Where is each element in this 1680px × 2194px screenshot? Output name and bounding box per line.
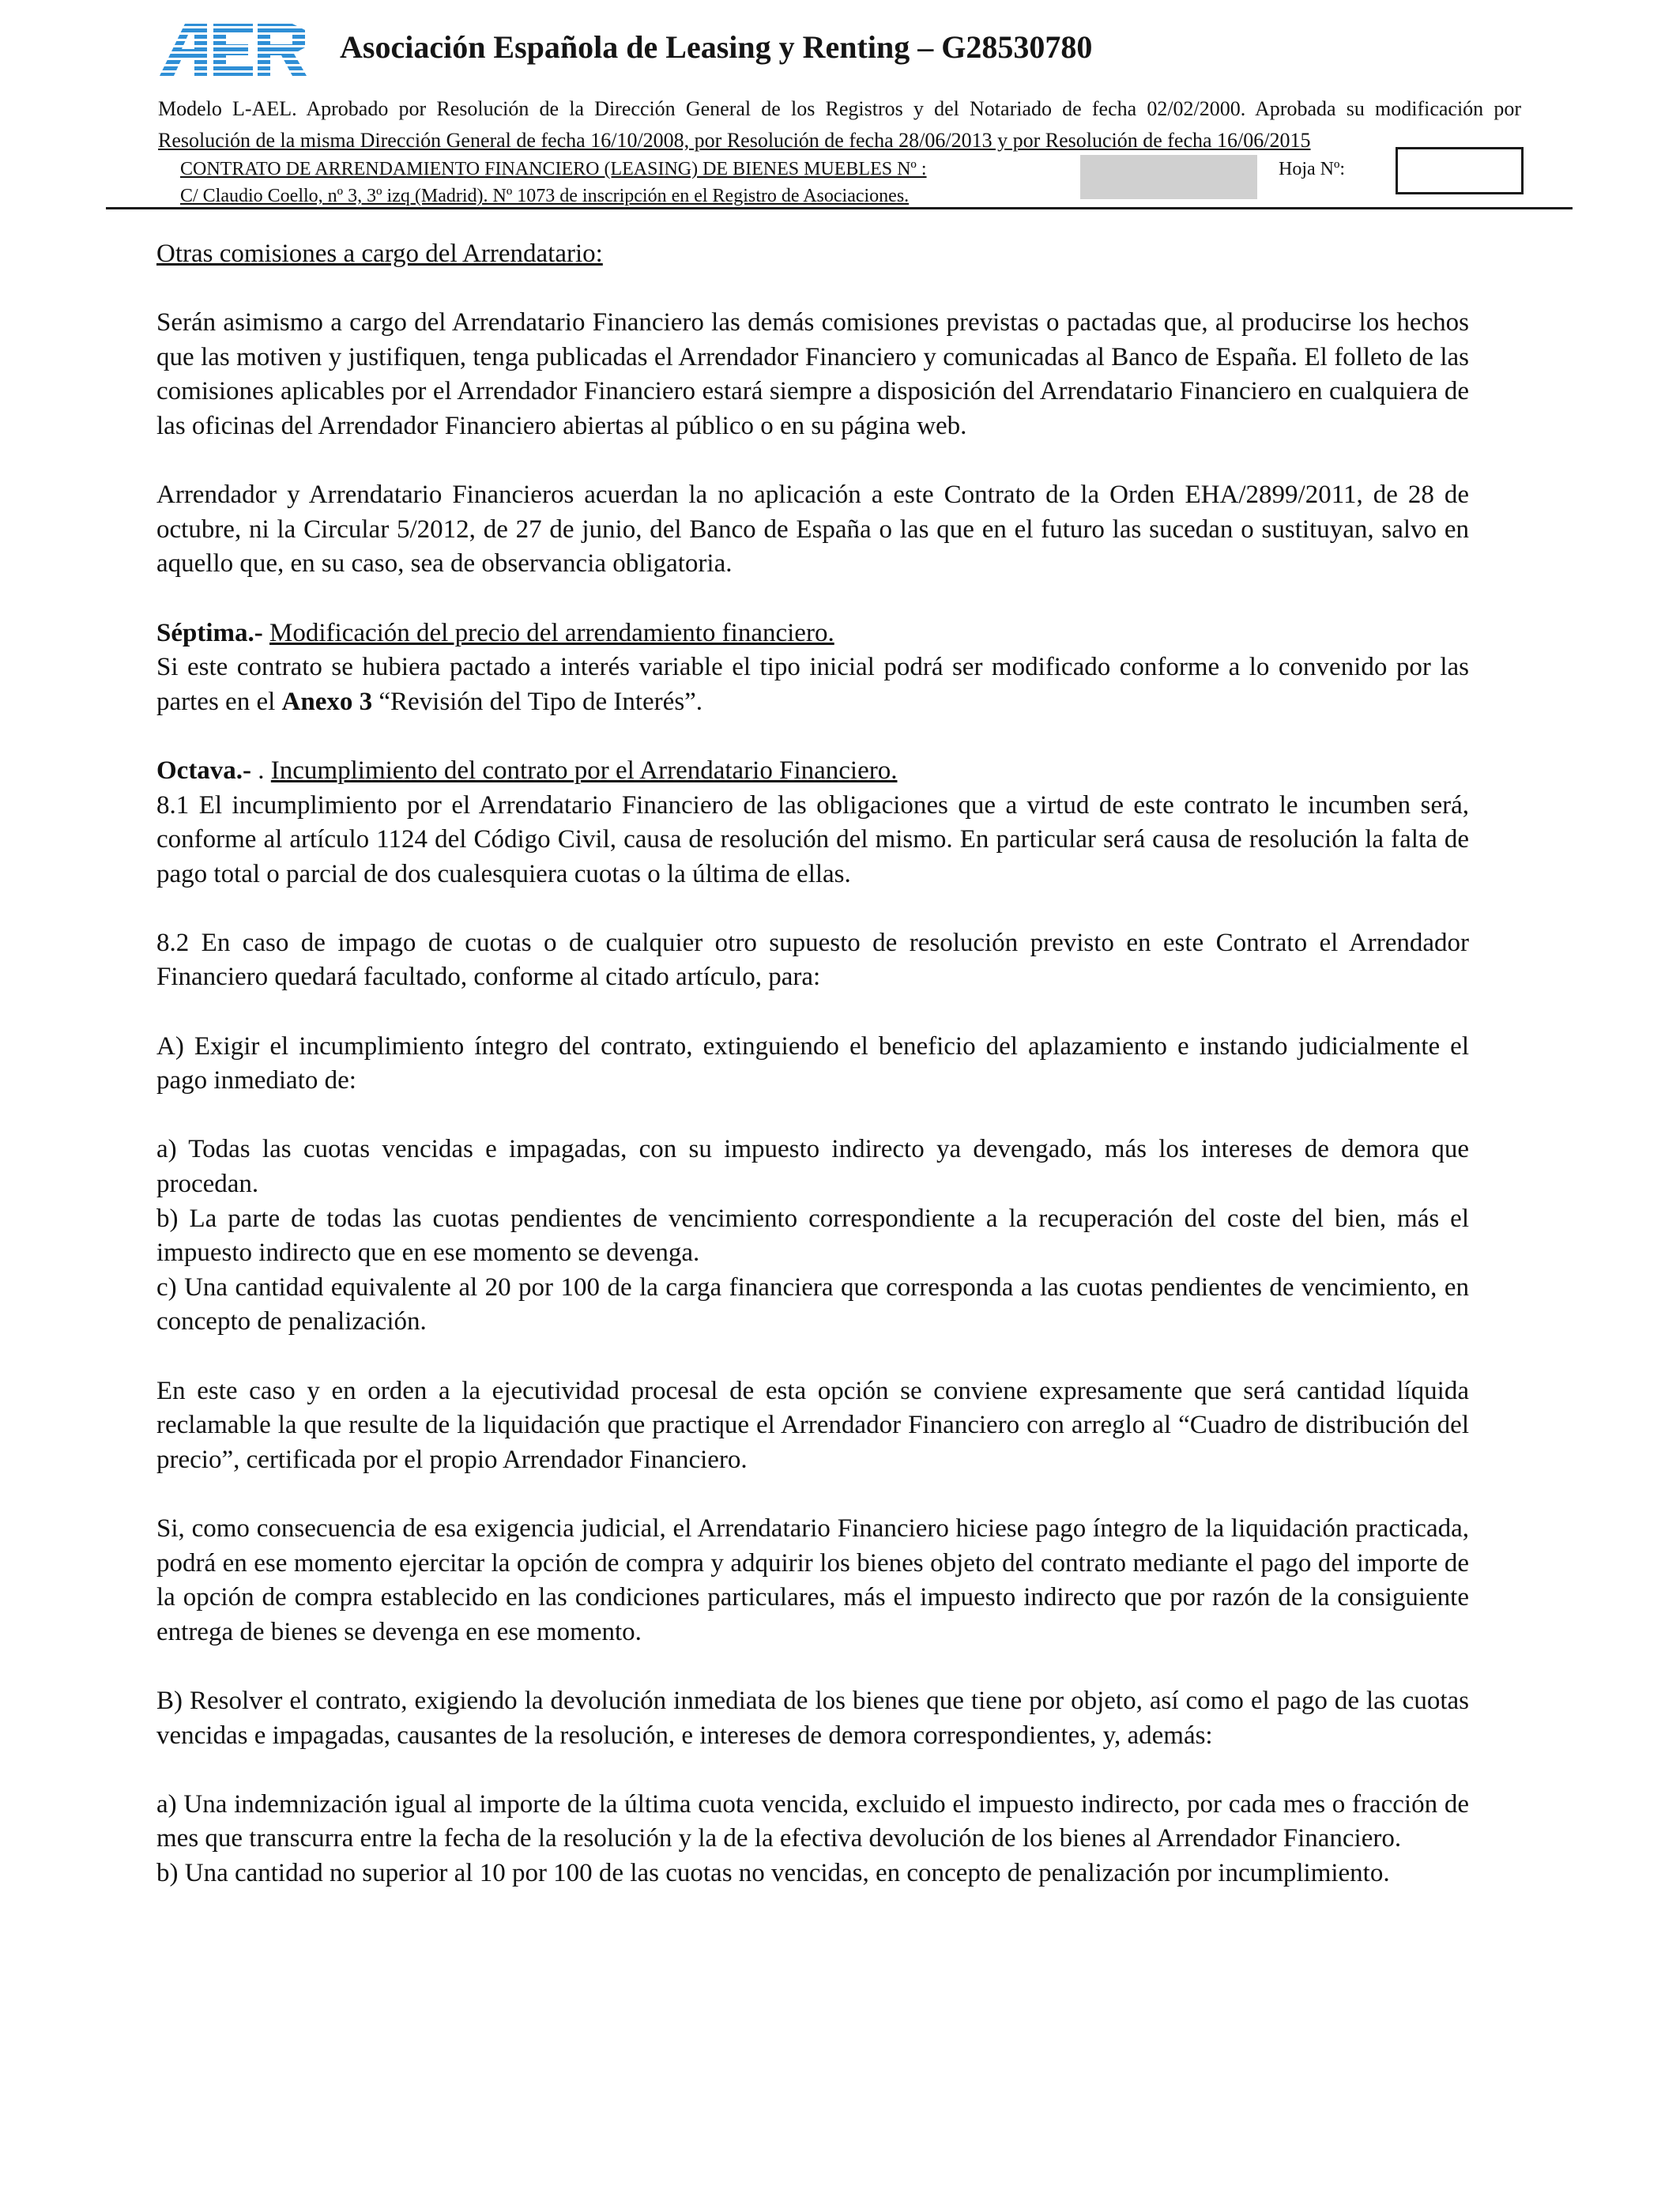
list-item-a-c: c) Una cantidad equivalente al 20 por 100 de la carga financiera que corresponda a las cuotas pendientes de vencimiento, en concepto de penalización. [156,1272,1469,1336]
clause-septima-heading [156,616,1469,651]
octava-label: Octava.- [156,756,252,785]
organization-title: Asociación Española de Leasing y Renting – G28530780 [340,29,1093,65]
sheet-number-label: Hoja Nº: [1279,159,1346,179]
modelo-approval-line: Modelo L-AEL. Aprobado por Resolución de la Dirección General de los Registros y del Notariado de fecha 02/02/2000. Aprobada su modificación por [158,97,1521,120]
sheet-number-box [1396,147,1524,194]
paragraph-8-2: 8.2 En caso de impago de cuotas o de cualquier otro supuesto de resolución previsto en este Contrato el Arrendador Financiero quedará facultado, conforme al citado artículo, para: [156,928,1469,992]
redacted-contract-number [1080,155,1257,199]
section-heading-otras-comisiones [156,237,1469,272]
list-item-a-b: b) La parte de todas las cuotas pendientes de vencimiento correspondiente a la recuperación del coste del bien, más el impuesto indirecto que en ese momento se devenga. [156,1204,1469,1268]
address-registry-line: C/ Claudio Coello, nº 3, 3º izq (Madrid). Nº 1073 de inscripción en el Registro de Asociaciones. [180,186,910,206]
paragraph-comisiones: Serán asimismo a cargo del Arrendatario Financiero las demás comisiones previstas o pactadas que, al producirse los hechos que las motiven y justifiquen, tenga publicadas el Arrendador Financiero y comunicadas al Banco de España. El folleto de las comisiones aplicables por el Arrendador Financiero estará siempre a disposición del Arrendatario Financiero en cualquiera de las oficinas del Arrendador Financiero abiertas al público o en su página web. [156,308,1469,440]
anexo-3-ref: Anexo 3 [281,687,373,716]
septima-text-a: Si este contrato se hubiera pactado a interés variable el tipo inicial podrá ser modificado conforme a lo convenido por las partes en el [156,653,1469,716]
septima-label: Séptima.- [156,618,263,647]
octava-title: Incumplimiento del contrato por el Arrendatario Financiero. [270,756,898,785]
paragraph-opcion-compra: Si, como consecuencia de esa exigencia judicial, el Arrendatario Financiero hiciese pago íntegro de la liquidación practicada, podrá en ese momento ejercitar la opción de compra y adquirir los bienes objeto del contrato mediante el pago del importe de la opción de compra establecido en las condiciones particulares, más el impuesto indirecto que por razón de la consiguiente entrega de bienes se devenga en ese momento. [156,1514,1469,1646]
list-item-b-a: a) Una indemnización igual al importe de la última cuota vencida, excluido el impuesto indirecto, por cada mes o fracción de mes que transcurra entre la fecha de la resolución y la de la efectiva devolución de los bienes al Arrendador Financiero. [156,1789,1469,1853]
paragraph-no-aplicacion: Arrendador y Arrendatario Financieros acuerdan la no aplicación a este Contrato de la Orden EHA/2899/2011, de 28 de octubre, ni la Circular 5/2012, de 27 de junio, del Banco de España o las que en el futuro las sucedan o sustituyan, salvo en aquello que, en su caso, sea de observancia obligatoria. [156,481,1469,579]
paragraph-option-b: B) Resolver el contrato, exigiendo la devolución inmediata de los bienes que tiene por objeto, así como el pago de las cuotas vencidas e impagadas, causantes de la resolución, e intereses de demora correspondientes, y, además: [156,1686,1469,1750]
resolution-dates-line: Resolución de la misma Dirección General de fecha 16/10/2008, por Resolución de fecha 28/06/2013 y por Resolución de fecha 16/06/2015 [158,129,1311,152]
paragraph-septima [156,650,1469,719]
contract-number-label: CONTRATO DE ARRENDAMIENTO FINANCIERO (LEASING) DE BIENES MUEBLES Nº : [180,159,927,179]
header-divider [106,207,1573,209]
paragraph-8-1: 8.1 El incumplimiento por el Arrendatario Financiero de las obligaciones que a virtud de este contrato le incumben será, conforme al artículo 1124 del Código Civil, causa de resolución del mismo. En particular será causa de resolución la falta de pago total o parcial de dos cualesquiera cuotas o la última de ellas. [156,790,1469,888]
clause-octava-heading [156,754,1469,789]
septima-title: Modificación del precio del arrendamiento financiero. [269,618,834,647]
septima-text-b: “Revisión del Tipo de Interés”. [379,687,703,716]
paragraph-ejecutividad: En este caso y en orden a la ejecutividad procesal de esta opción se conviene expresamente que será cantidad líquida reclamable la que resulte de la liquidación que practique el Arrendador Financiero con arreglo al “Cuadro de distribución del precio”, certificada por el propio Arrendador Financiero. [156,1376,1469,1474]
list-item-b-b: b) Una cantidad no superior al 10 por 100 de las cuotas no vencidas, en concepto de penalización por incumplimiento. [156,1858,1390,1887]
document-body [156,237,1469,1891]
paragraph-option-a: A) Exigir el incumplimiento íntegro del contrato, extinguiendo el beneficio del aplazamiento e instando judicialmente el pago inmediato de: [156,1031,1469,1095]
otras-comisiones-heading: Otras comisiones a cargo del Arrendatario: [156,239,603,268]
octava-separator: . [258,756,265,785]
ael-logo-icon [158,22,308,77]
list-item-a-a: a) Todas las cuotas vencidas e impagadas, con su impuesto indirecto ya devengado, más los intereses de demora que procedan. [156,1135,1469,1199]
